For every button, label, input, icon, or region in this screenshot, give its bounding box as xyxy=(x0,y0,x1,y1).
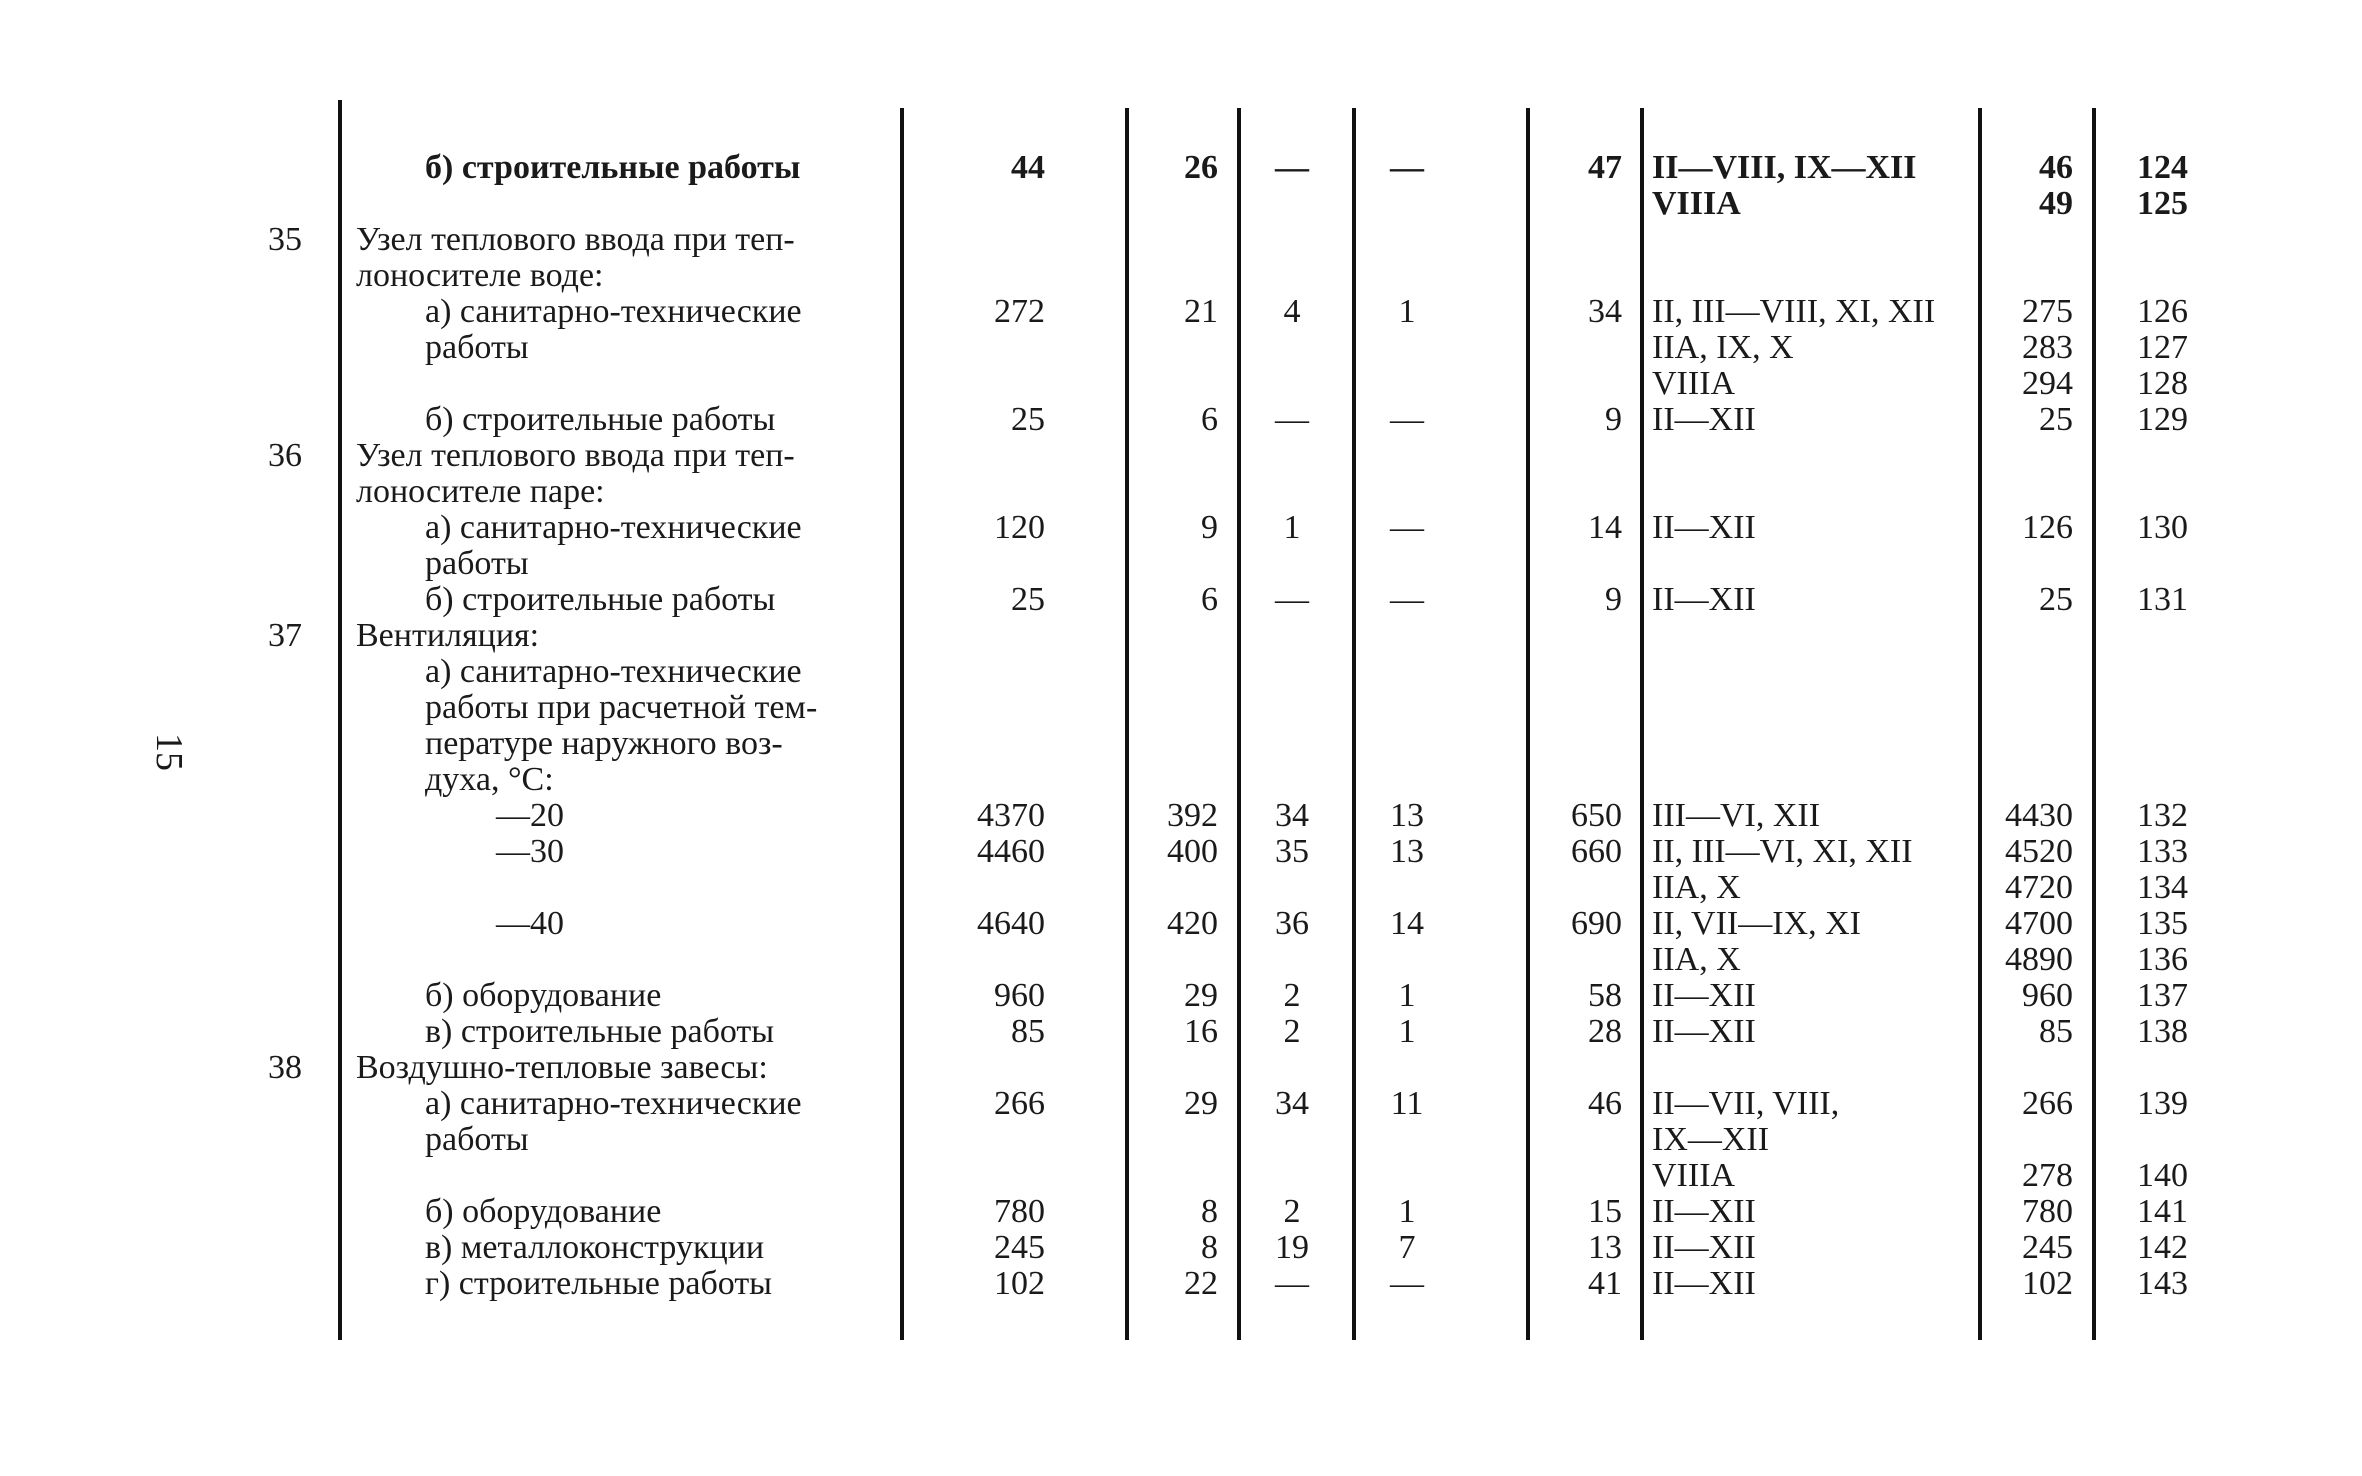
cell-c7: 294 xyxy=(2022,365,2073,402)
cell-c3: 2 xyxy=(1283,1013,1301,1050)
cell-c4: 7 xyxy=(1398,1229,1416,1266)
cell-c7: 278 xyxy=(2022,1157,2073,1194)
cell-c1: 960 xyxy=(994,977,1045,1014)
cell-c7: 85 xyxy=(2039,1013,2073,1050)
cell-c2: 6 xyxy=(1201,581,1218,618)
months-cell: II—XII xyxy=(1652,1265,1756,1302)
cell-c5: 9 xyxy=(1605,401,1622,438)
cell-c2: 26 xyxy=(1184,149,1218,186)
description-line: в) строительные работы xyxy=(425,1013,775,1050)
cell-c3: 36 xyxy=(1275,905,1309,942)
cell-c8: 130 xyxy=(2137,509,2188,546)
cell-c4: 14 xyxy=(1390,905,1424,942)
cell-c4: 1 xyxy=(1398,293,1416,330)
cell-c5: 46 xyxy=(1588,1085,1622,1122)
cell-c8: 135 xyxy=(2137,905,2188,942)
column-rule xyxy=(1352,108,1356,1340)
cell-c5: 9 xyxy=(1605,581,1622,618)
cell-c3: 19 xyxy=(1275,1229,1309,1266)
description-line: лоносителе воде: xyxy=(356,257,604,294)
cell-c3: 34 xyxy=(1275,797,1309,834)
cell-c7: 266 xyxy=(2022,1085,2073,1122)
cell-c4: 13 xyxy=(1390,797,1424,834)
cell-c3: — xyxy=(1275,149,1309,186)
cell-c5: 13 xyxy=(1588,1229,1622,1266)
cell-c7: 4430 xyxy=(2005,797,2073,834)
cell-c5: 34 xyxy=(1588,293,1622,330)
cell-c7: 275 xyxy=(2022,293,2073,330)
description-line: Узел теплового ввода при теп- xyxy=(356,221,795,258)
cell-c8: 142 xyxy=(2137,1229,2188,1266)
cell-c8: 128 xyxy=(2137,365,2188,402)
months-cell: II, III—VIII, XI, XII xyxy=(1652,293,1936,330)
cell-c2: 8 xyxy=(1201,1229,1218,1266)
cell-c5: 15 xyxy=(1588,1193,1622,1230)
cell-c5: 14 xyxy=(1588,509,1622,546)
description-line: Воздушно-тепловые завесы: xyxy=(356,1049,768,1086)
description-line: а) санитарно-технические xyxy=(425,509,802,546)
column-rule xyxy=(1640,108,1644,1340)
row-number: 37 xyxy=(268,617,302,654)
cell-c8: 127 xyxy=(2137,329,2188,366)
description-line: г) строительные работы xyxy=(425,1265,773,1302)
column-rule xyxy=(2092,108,2096,1340)
description-line: —20 xyxy=(496,797,564,834)
months-cell: VIIIA xyxy=(1652,1157,1736,1194)
cell-c5: 690 xyxy=(1571,905,1622,942)
cell-c7: 4720 xyxy=(2005,869,2073,906)
row-number: 36 xyxy=(268,437,302,474)
cell-c3: 4 xyxy=(1283,293,1301,330)
description-line: б) оборудование xyxy=(425,977,662,1014)
cell-c8: 136 xyxy=(2137,941,2188,978)
cell-c1: 25 xyxy=(1011,401,1045,438)
description-line: работы xyxy=(425,1121,529,1158)
cell-c1: 266 xyxy=(994,1085,1045,1122)
description-line: пературе наружного воз- xyxy=(425,725,783,762)
cell-c4: — xyxy=(1390,509,1424,546)
months-cell: II—XII xyxy=(1652,509,1756,546)
cell-c8: 140 xyxy=(2137,1157,2188,1194)
cell-c8: 129 xyxy=(2137,401,2188,438)
cell-c4: — xyxy=(1390,401,1424,438)
cell-c8: 139 xyxy=(2137,1085,2188,1122)
cell-c4: 13 xyxy=(1390,833,1424,870)
cell-c4: — xyxy=(1390,149,1424,186)
cell-c1: 4370 xyxy=(977,797,1045,834)
months-cell: II—XII xyxy=(1652,1193,1756,1230)
description-line: —30 xyxy=(496,833,564,870)
cell-c5: 660 xyxy=(1571,833,1622,870)
cell-c1: 272 xyxy=(994,293,1045,330)
cell-c1: 245 xyxy=(994,1229,1045,1266)
cell-c2: 420 xyxy=(1167,905,1218,942)
column-rule xyxy=(1125,108,1129,1340)
cell-c1: 25 xyxy=(1011,581,1045,618)
cell-c7: 25 xyxy=(2039,581,2073,618)
description-line: б) строительные работы xyxy=(425,149,801,186)
cell-c8: 132 xyxy=(2137,797,2188,834)
cell-c5: 58 xyxy=(1588,977,1622,1014)
months-cell: II—VII, VIII, xyxy=(1652,1085,1840,1122)
description-line: работы при расчетной тем- xyxy=(425,689,818,726)
months-cell: IIA, IX, X xyxy=(1652,329,1794,366)
cell-c5: 28 xyxy=(1588,1013,1622,1050)
description-line: а) санитарно-технические xyxy=(425,293,802,330)
cell-c1: 4460 xyxy=(977,833,1045,870)
cell-c7: 960 xyxy=(2022,977,2073,1014)
cell-c8: 134 xyxy=(2137,869,2188,906)
description-line: лоносителе паре: xyxy=(356,473,605,510)
description-line: работы xyxy=(425,545,529,582)
cell-c2: 21 xyxy=(1184,293,1218,330)
cell-c7: 780 xyxy=(2022,1193,2073,1230)
cell-c7: 4890 xyxy=(2005,941,2073,978)
months-cell: II—XII xyxy=(1652,401,1756,438)
cell-c7: 283 xyxy=(2022,329,2073,366)
cell-c3: — xyxy=(1275,401,1309,438)
cell-c2: 9 xyxy=(1201,509,1218,546)
cell-c4: 1 xyxy=(1398,977,1416,1014)
description-line: б) оборудование xyxy=(425,1193,662,1230)
page-number: 15 xyxy=(148,733,190,771)
column-rule xyxy=(1978,108,1982,1340)
cell-c4: 11 xyxy=(1390,1085,1424,1122)
cell-c3: — xyxy=(1275,1265,1309,1302)
cell-c7: 245 xyxy=(2022,1229,2073,1266)
cell-c3: 35 xyxy=(1275,833,1309,870)
cell-c4: — xyxy=(1390,581,1424,618)
description-line: —40 xyxy=(496,905,564,942)
cell-c4: 1 xyxy=(1398,1013,1416,1050)
months-cell: IX—XII xyxy=(1652,1121,1770,1158)
months-cell: II—XII xyxy=(1652,1229,1756,1266)
cell-c8: 137 xyxy=(2137,977,2188,1014)
cell-c3: 34 xyxy=(1275,1085,1309,1122)
months-cell: II—VIII, IX—XII xyxy=(1652,149,1917,186)
description-line: б) строительные работы xyxy=(425,401,776,438)
description-line: работы xyxy=(425,329,529,366)
description-line: в) металлоконструкции xyxy=(425,1229,765,1266)
description-line: Узел теплового ввода при теп- xyxy=(356,437,795,474)
cell-c8: 143 xyxy=(2137,1265,2188,1302)
months-cell: III—VI, XII xyxy=(1652,797,1821,834)
cell-c5: 41 xyxy=(1588,1265,1622,1302)
cell-c2: 8 xyxy=(1201,1193,1218,1230)
months-cell: IIA, X xyxy=(1652,869,1741,906)
cell-c8: 138 xyxy=(2137,1013,2188,1050)
cell-c3: 2 xyxy=(1283,977,1301,1014)
cell-c1: 85 xyxy=(1011,1013,1045,1050)
cell-c8: 124 xyxy=(2137,149,2188,186)
cell-c1: 120 xyxy=(994,509,1045,546)
cell-c7: 46 xyxy=(2039,149,2073,186)
cell-c8: 126 xyxy=(2137,293,2188,330)
months-cell: II, VII—IX, XI xyxy=(1652,905,1861,942)
cell-c1: 44 xyxy=(1011,149,1045,186)
cell-c8: 133 xyxy=(2137,833,2188,870)
cell-c7: 4520 xyxy=(2005,833,2073,870)
cell-c1: 102 xyxy=(994,1265,1045,1302)
column-rule xyxy=(900,108,904,1340)
cell-c7: 126 xyxy=(2022,509,2073,546)
cell-c8: 131 xyxy=(2137,581,2188,618)
cell-c3: 1 xyxy=(1283,509,1301,546)
column-rule xyxy=(1526,108,1530,1340)
cell-c2: 6 xyxy=(1201,401,1218,438)
months-cell: II, III—VI, XI, XII xyxy=(1652,833,1913,870)
cell-c4: — xyxy=(1390,1265,1424,1302)
cell-c3: — xyxy=(1275,581,1309,618)
cell-c8: 141 xyxy=(2137,1193,2188,1230)
cell-c2: 392 xyxy=(1167,797,1218,834)
description-line: а) санитарно-технические xyxy=(425,653,802,690)
cell-c2: 400 xyxy=(1167,833,1218,870)
months-cell: IIA, X xyxy=(1652,941,1741,978)
cell-c8: 125 xyxy=(2137,185,2188,222)
cell-c5: 650 xyxy=(1571,797,1622,834)
row-number: 38 xyxy=(268,1049,302,1086)
cell-c7: 49 xyxy=(2039,185,2073,222)
cell-c2: 22 xyxy=(1184,1265,1218,1302)
cell-c2: 29 xyxy=(1184,977,1218,1014)
cell-c7: 25 xyxy=(2039,401,2073,438)
months-cell: II—XII xyxy=(1652,1013,1756,1050)
description-line: а) санитарно-технические xyxy=(425,1085,802,1122)
cell-c2: 16 xyxy=(1184,1013,1218,1050)
cell-c4: 1 xyxy=(1398,1193,1416,1230)
column-rule xyxy=(1237,108,1241,1340)
column-rule xyxy=(338,100,342,1340)
cell-c5: 47 xyxy=(1588,149,1622,186)
months-cell: VIIIA xyxy=(1652,185,1741,222)
cell-c3: 2 xyxy=(1283,1193,1301,1230)
cell-c7: 102 xyxy=(2022,1265,2073,1302)
description-line: Вентиляция: xyxy=(356,617,540,654)
cell-c1: 4640 xyxy=(977,905,1045,942)
cell-c7: 4700 xyxy=(2005,905,2073,942)
row-number: 35 xyxy=(268,221,302,258)
cell-c1: 780 xyxy=(994,1193,1045,1230)
description-line: духа, °С: xyxy=(425,761,554,798)
months-cell: II—XII xyxy=(1652,977,1756,1014)
months-cell: VIIIA xyxy=(1652,365,1736,402)
months-cell: II—XII xyxy=(1652,581,1756,618)
description-line: б) строительные работы xyxy=(425,581,776,618)
cell-c2: 29 xyxy=(1184,1085,1218,1122)
